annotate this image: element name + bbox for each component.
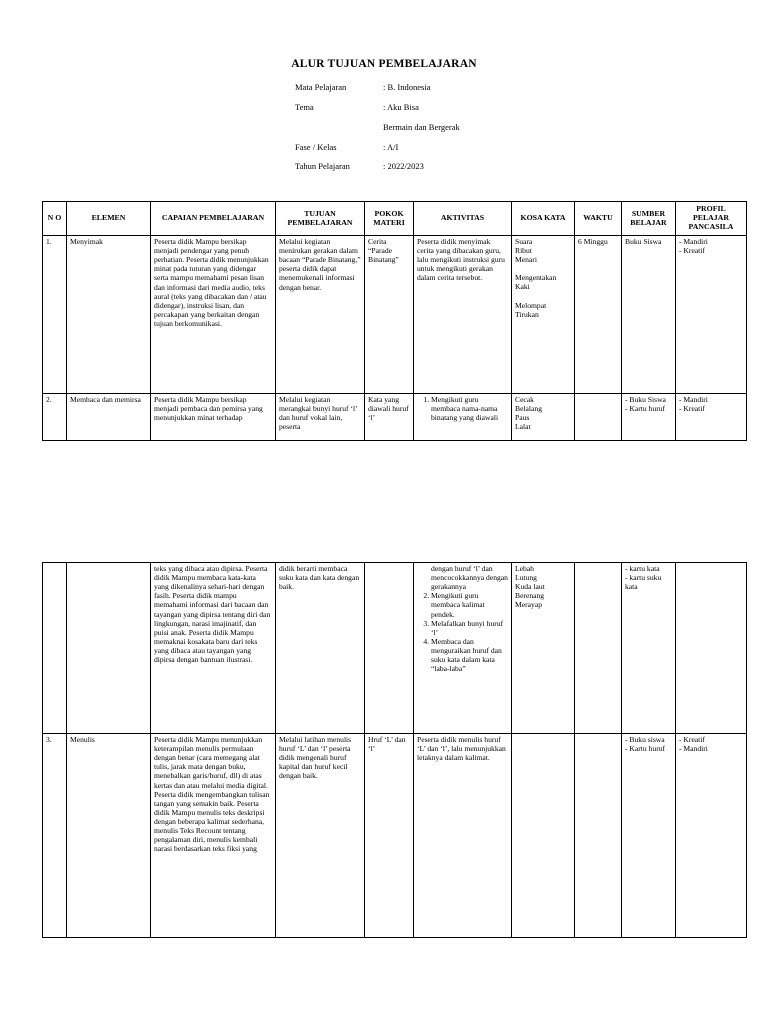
sumber-item: - kartu kata <box>625 564 660 573</box>
kosa-word: Merayap <box>515 600 542 610</box>
kosa-word: Suara <box>515 237 533 246</box>
profil-item: - Mandiri <box>679 395 708 404</box>
sumber-item: - kartu suku kata <box>625 573 662 592</box>
cell-no: 3. <box>43 734 67 938</box>
cell-pokok <box>365 563 414 734</box>
cell-tujuan: Melalui kegiatan menirukan gerakan dalam bacaan “Parade Binatang,” peserta didik dapat menemukenali informasi dengan benar. <box>276 236 365 394</box>
header-tujuan: TUJUAN PEMBELAJARAN <box>276 202 365 236</box>
sumber-item: - Buku Siswa <box>625 395 666 404</box>
sumber-item: - Buku siswa <box>625 735 665 744</box>
header-capaian: CAPAIAN PEMBELAJARAN <box>151 202 276 236</box>
kosa-word: Ribut <box>515 246 532 256</box>
cell-kosa <box>512 394 575 441</box>
cell-capaian: teks yang dibaca atau dipirsa. Peserta didik Mampu membaca kata-kata yang dikenalinya sehari-hari dengan fasih. Peserta didik mampu memahami informasi dari bacaan dan tayangan yang dipirsa tentang diri dan lingkungan, narasi imajinatif, dan puisi anak. Peserta didik Mampu memaknai kosakata baru dari teks yang dibaca atau tayangan yang dipirsa dengan bantuan ilustrasi. <box>151 563 276 734</box>
aktivitas-item: 4. Membaca dan menguraikan huruf dan suku kata dalam kata “laba-laba” <box>431 637 508 673</box>
cell-profil <box>676 563 747 734</box>
cell-aktivitas: Peserta didik menyimak cerita yang dibacakan guru, lalu mengikuti instruksi guru untuk mengikuti gerakan dalam cerita tersebut. <box>414 236 512 394</box>
kosa-word: Melompat <box>515 300 547 310</box>
cell-aktivitas <box>414 563 512 734</box>
profil-item: - Kreatif <box>679 246 705 256</box>
cell-profil <box>676 236 747 394</box>
atp-table-continued <box>42 562 747 938</box>
cell-elemen <box>67 563 151 734</box>
cell-kosa <box>512 734 575 938</box>
cell-pokok: Hruf ‘L’ dan ‘l’ <box>365 734 414 938</box>
cell-waktu <box>575 394 622 441</box>
sumber-item: - Kartu huruf <box>625 744 666 754</box>
cell-elemen: Menulis <box>67 734 151 938</box>
cell-pokok: Cerita “Parade Binatang” <box>365 236 414 394</box>
cell-kosa <box>512 236 575 394</box>
kosa-word: Lebah <box>515 564 534 573</box>
profil-item: - Mandiri <box>679 237 708 246</box>
cell-waktu <box>575 563 622 734</box>
table-row <box>43 563 747 734</box>
header-row <box>43 202 747 236</box>
kosa-word: Tirukan <box>515 309 539 319</box>
tujuan-text: Melalui kegiatan merangkai bunyi huruf ‘l’ dan huruf vokal lain, peserta <box>279 395 358 432</box>
header-elemen: ELEMEN <box>67 202 151 236</box>
table-row <box>43 236 747 394</box>
header-kosa: KOSA KATA <box>512 202 575 236</box>
kosa-word: Lutung <box>515 573 537 583</box>
cell-capaian <box>151 236 276 394</box>
aktivitas-item: 2. Mengikuti guru membaca kalimat pendek. <box>431 591 508 618</box>
kosa-word: Lalat <box>515 422 531 432</box>
header-profil: PROFIL PELAJAR PANCASILA <box>676 202 747 236</box>
meta-value: : 2022/2023 <box>383 161 424 171</box>
cell-sumber <box>622 734 676 938</box>
kosa-word: Mengentakan Kaki <box>515 273 557 292</box>
meta-label: Tema <box>295 102 314 112</box>
cell-pokok: Kata yang diawali huruf ‘l’ <box>365 394 414 441</box>
cell-aktivitas <box>414 394 512 441</box>
atp-table <box>42 201 747 441</box>
table-row <box>43 394 747 441</box>
header-aktivitas: AKTIVITAS <box>414 202 512 236</box>
header-no: N O <box>43 202 67 236</box>
profil-item: - Mandiri <box>679 744 708 754</box>
kosa-word: Berenang <box>515 591 545 601</box>
aktivitas-item: 3. Melafalkan bunyi huruf ‘l’ <box>431 619 508 637</box>
aktivitas-continued: dengan huruf ‘l’ dan mencocokkannya dengan gerakannya <box>431 564 508 592</box>
cell-tujuan: didik berarti membaca suku kata dan kata dengan baik. <box>276 563 365 734</box>
cell-sumber: Buku Siswa <box>622 236 676 394</box>
cell-aktivitas: Peserta didik menulis huruf ‘L’ dan ‘l’, lalu menunjukkan letaknya dalam kalimat. <box>414 734 512 938</box>
meta-value: : Aku Bisa <box>383 102 419 112</box>
kosa-word: Menari <box>515 255 537 265</box>
cell-no: 1. <box>43 236 67 394</box>
profil-item: - Kreatif <box>679 735 705 744</box>
table-row <box>43 734 747 938</box>
meta-label: Tahun Pelajaran <box>295 161 350 171</box>
cell-no <box>43 563 67 734</box>
cell-tujuan <box>276 394 365 441</box>
cell-capaian <box>151 394 276 441</box>
cell-waktu: 6 Minggu <box>575 236 622 394</box>
meta-value: : A/I <box>383 142 399 152</box>
cell-elemen: Menyimak <box>67 236 151 394</box>
cell-elemen: Membaca dan memirsa <box>67 394 151 441</box>
document-title: ALUR TUJUAN PEMBELAJARAN <box>291 58 477 70</box>
meta-value: : B. Indonesia <box>383 82 431 92</box>
cell-kosa <box>512 563 575 734</box>
capaian-text: Peserta didik Mampu bersikap menjadi pembaca dan pemirsa yang menunjukkan minat terhadap <box>154 395 263 423</box>
cell-sumber <box>622 563 676 734</box>
cell-capaian <box>151 734 276 938</box>
header-waktu: WAKTU <box>575 202 622 236</box>
cell-waktu <box>575 734 622 938</box>
cell-profil <box>676 734 747 938</box>
kosa-word: Belalang <box>515 404 542 414</box>
header-pokok: POKOK MATERI <box>365 202 414 236</box>
cell-no: 2. <box>43 394 67 441</box>
header-sumber: SUMBER BELAJAR <box>622 202 676 236</box>
sumber-item: - Kartu huruf <box>625 404 666 414</box>
capaian-text: Peserta didik Mampu menunjukkan keterampilan menulis permulaan dengan benar (cara memegang alat tulis, jarak mata dengan buku, menebalkan garis/huruf, dll) di atas kertas dan atau melalui media digital. Peserta didik mengembangkan tulisan tangan yang semakin baik. Peserta didik Mampu menulis teks deskripsi dengan beberapa kalimat sederhana, menulis Teks Recount tentang pengalaman diri, menulis kembali narasi berdasarkan teks fiksi yang <box>154 735 270 854</box>
profil-item: - Kreatif <box>679 404 705 414</box>
meta-label: Mata Pelajaran <box>295 82 347 92</box>
cell-sumber <box>622 394 676 441</box>
cell-tujuan: Melalui latihan menulis huruf ‘L’ dan ‘l’ peserta didik mengenali huruf kapital dan huruf kecil dengan baik. <box>276 734 365 938</box>
aktivitas-item: 1. Mengikuti guru membaca nama-nama binatang yang diawali <box>431 395 508 422</box>
meta-label: Fase / Kelas <box>295 142 337 152</box>
kosa-word: Paus <box>515 413 530 423</box>
meta-value: Bermain dan Bergerak <box>383 122 460 132</box>
capaian-text: Peserta didik Mampu bersikap menjadi pendengar yang penuh perhatian. Peserta didik menunjukkan minat pada tuturan yang didengar serta mampu memahami pesan lisan dan informasi dari media audio, teks aural (teks yang dibacakan dan / atau didengar), instruksi lisan, dan percakapan yang berkaitan dengan tujuan berkomunikasi. <box>154 237 269 328</box>
kosa-word: Cecak <box>515 395 534 404</box>
cell-profil <box>676 394 747 441</box>
kosa-word: Kuda laut <box>515 582 545 592</box>
